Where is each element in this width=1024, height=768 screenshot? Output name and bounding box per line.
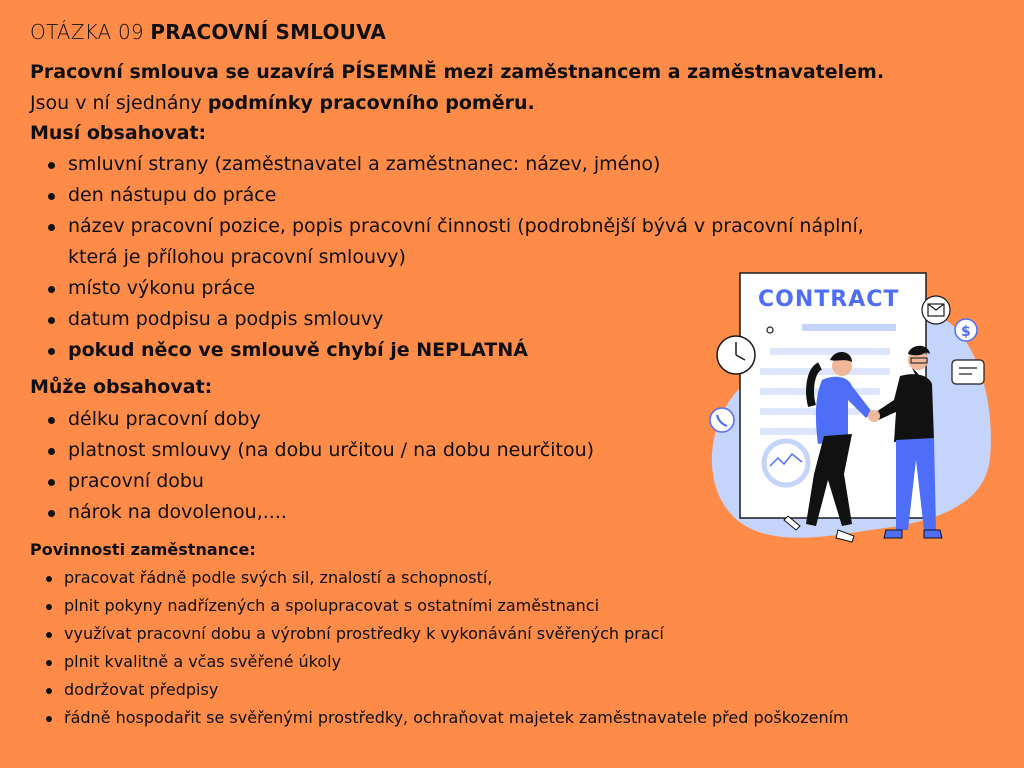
email-icon	[922, 296, 950, 324]
may-list	[30, 404, 680, 528]
list-item: smluvní strany (zaměstnavatel a zaměstnanec: název, jméno)	[30, 149, 880, 180]
contract-handshake-illustration	[700, 268, 1000, 558]
chat-bubble-icon	[952, 360, 984, 384]
intro-line-2: Jsou v ní sjednány podmínky pracovního poměru.	[30, 92, 535, 114]
handshake	[868, 410, 880, 422]
list-item: místo výkonu práce	[30, 273, 880, 304]
list-item: délku pracovní doby	[30, 404, 680, 435]
list-item: název pracovní pozice, popis pracovní činnosti (podrobnější bývá v pracovní náplní, která je přílohou pracovní smlouvy)	[30, 211, 880, 273]
list-item: plnit pokyny nadřízených a spolupracovat s ostatními zaměstnanci	[30, 592, 860, 620]
phone-icon	[710, 408, 734, 432]
clock-icon	[717, 336, 755, 374]
list-item: pracovní dobu	[30, 466, 680, 497]
list-item: řádně hospodařit se svěřenými prostředky, ochraňovat majetek zaměstnavatele před poškozením	[30, 704, 860, 732]
list-item: dodržovat předpisy	[30, 676, 860, 704]
dollar-icon	[955, 319, 977, 341]
intro-line-1: Pracovní smlouva se uzavírá PÍSEMNĚ mezi zaměstnancem a zaměstnavatelem.	[30, 61, 885, 83]
duties-list	[30, 564, 860, 732]
contract-label: CONTRACT	[758, 287, 900, 312]
may-heading: Může obsahovat:	[30, 376, 213, 398]
svg-text:$: $	[961, 324, 971, 340]
must-heading: Musí obsahovat:	[30, 122, 207, 144]
list-item-warning: pokud něco ve smlouvě chybí je NEPLATNÁ	[30, 335, 880, 366]
list-item: plnit kvalitně a včas svěřené úkoly	[30, 648, 860, 676]
list-item: pracovat řádně podle svých sil, znalostí a schopností,	[30, 564, 860, 592]
list-item: nárok na dovolenou,....	[30, 497, 680, 528]
list-item: využívat pracovní dobu a výrobní prostředky k vykonávání svěřených prací	[30, 620, 860, 648]
list-item: den nástupu do práce	[30, 180, 880, 211]
intro-bold-phrase: podmínky pracovního poměru.	[207, 92, 535, 114]
duties-heading: Povinnosti zaměstnance:	[30, 540, 256, 559]
list-item: datum podpisu a podpis smlouvy	[30, 304, 880, 335]
page-title: OTÁZKA 09 PRACOVNÍ SMLOUVA	[30, 20, 387, 44]
page-title-main: PRACOVNÍ SMLOUVA	[150, 20, 387, 44]
list-item: platnost smlouvy (na dobu určitou / na dobu neurčitou)	[30, 435, 680, 466]
